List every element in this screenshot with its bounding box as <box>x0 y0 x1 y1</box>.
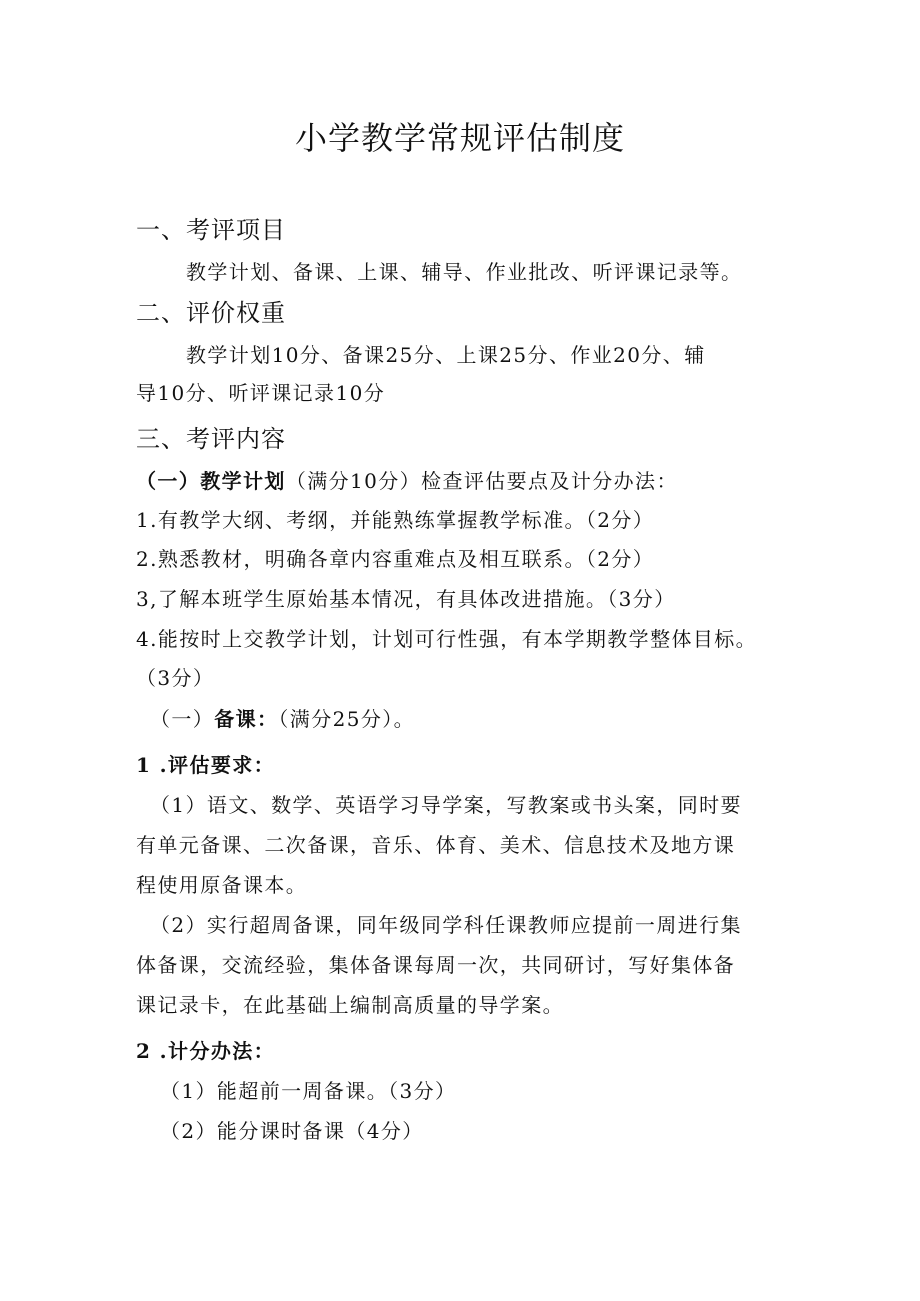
requirement-2-line-3: 课记录卡，在此基础上编制高质量的导学案。 <box>136 993 564 1017</box>
requirements-heading: 1 .评估要求： <box>136 753 276 777</box>
subsection-teaching-plan <box>136 466 678 496</box>
requirement-1-line-2: 有单元备课、二次备课，音乐、体育、美术、信息技术及地方课 <box>136 833 736 857</box>
weights-text-line-2: 导10分、听评课记录10分 <box>136 381 386 405</box>
document-title: 小学教学常规评估制度 <box>294 119 625 157</box>
weights-text-line-1: 教学计划10分、备课25分、上课25分、作业20分、辅 <box>186 343 706 367</box>
section-heading-content: 三、考评内容 <box>136 425 286 453</box>
plan-item-3: 3,了解本班学生原始基本情况，有具体改进措施。（3分） <box>136 587 676 611</box>
evaluation-items-text: 教学计划、备课、上课、辅导、作业批改、听评课记录等。 <box>186 260 743 284</box>
requirement-1-line-3: 程使用原备课本。 <box>136 873 308 897</box>
plan-item-1: 1.有教学大纲、考纲，并能熟练掌握教学标准。（2分） <box>136 508 655 532</box>
plan-item-2: 2.熟悉教材，明确各章内容重难点及相互联系。（2分） <box>136 547 655 571</box>
scoring-item-2: （2）能分课时备课（4分） <box>160 1119 424 1143</box>
scoring-item-1: （1）能超前一周备课。（3分） <box>160 1079 457 1103</box>
requirement-2-line-1: （2）实行超周备课，同年级同学科任课教师应提前一周进行集 <box>150 913 742 937</box>
subsection-lesson-preparation <box>150 704 415 734</box>
subsection-lesson-preparation-prefix: （一） <box>150 707 215 731</box>
requirement-1-line-1: （1）语文、数学、英语学习导学案，写教案或书头案，同时要 <box>150 793 742 817</box>
section-heading-weights: 二、评价权重 <box>136 299 286 327</box>
plan-item-4: 4.能按时上交教学计划，计划可行性强，有本学期教学整体目标。 <box>136 627 758 651</box>
requirement-2-line-2: 体备课，交流经验，集体备课每周一次，共同研讨，写好集体备 <box>136 953 736 977</box>
scoring-heading: 2 .计分办法： <box>136 1039 276 1063</box>
subsection-lesson-preparation-rest: （满分25分）。 <box>278 707 416 731</box>
subsection-teaching-plan-rest: （满分10分）检查评估要点及计分办法： <box>285 469 678 493</box>
subsection-lesson-preparation-label: 备课： <box>214 707 279 731</box>
section-heading-evaluation-items: 一、考评项目 <box>136 216 286 244</box>
plan-item-4-continued: （3分） <box>136 666 215 690</box>
subsection-teaching-plan-label: （一）教学计划 <box>136 469 286 493</box>
